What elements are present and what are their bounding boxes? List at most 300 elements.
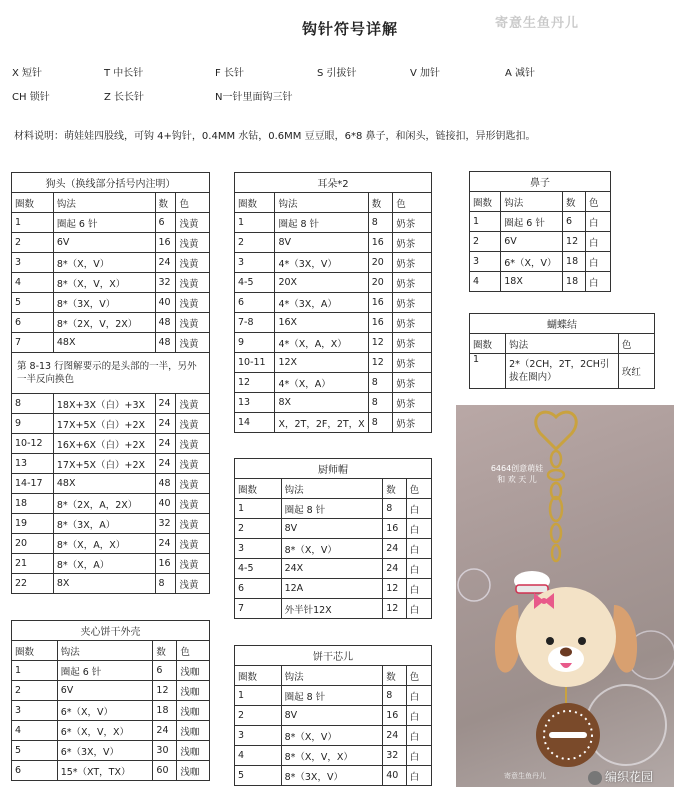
column-header: 钩法 <box>275 193 368 213</box>
table-cell: 4*（3X，A） <box>275 293 368 313</box>
table-cell: 浅咖 <box>177 681 210 701</box>
table-cell: 8*（2X，V，2X） <box>53 313 155 333</box>
materials-note: 材料说明：萌娃娃四股线，可钩 4+钩针，0.4MM 水钻，0.6MM 豆豆眼，6*8 鼻子，和闲头，链接扣，异形钥匙扣。 <box>14 131 536 142</box>
head-note: 第 8-13 行图解要示的是头部的一半，另外一半反向换色 <box>12 353 210 394</box>
table-cell: 4 <box>235 746 282 766</box>
table-cell: 24 <box>155 394 176 414</box>
table-cell: 8V <box>275 233 368 253</box>
column-header: 色 <box>618 334 654 354</box>
table-cell: 6 <box>12 761 58 781</box>
table-cell: 白 <box>406 746 431 766</box>
column-header: 圈数 <box>470 334 506 354</box>
table-cell: 浅黄 <box>176 394 210 414</box>
table-row <box>235 293 432 313</box>
table-cell: 12 <box>563 232 586 252</box>
table-cell: 7 <box>235 599 282 619</box>
table-cell: 10-11 <box>235 353 275 373</box>
table-cell: 3 <box>235 726 282 746</box>
table-row <box>470 272 611 292</box>
table-cell: 17X+5X（白）+2X <box>53 454 155 474</box>
table-row <box>12 414 210 434</box>
table-cell: 12 <box>383 579 406 599</box>
table-cell: 3 <box>235 253 275 273</box>
column-header: 钩法 <box>57 641 153 661</box>
table-cell: 4 <box>470 272 501 292</box>
table-cell: 8*（X，A） <box>53 554 155 574</box>
table-cell: 12A <box>281 579 383 599</box>
table-cell: 8V <box>281 519 383 539</box>
table-cell: 21 <box>12 554 54 574</box>
table-cell: 13 <box>12 454 54 474</box>
table-cell: 浅黄 <box>176 293 210 313</box>
table-cell: 白 <box>585 232 610 252</box>
table-cell: 18 <box>12 494 54 514</box>
table-cell: 浅黄 <box>176 514 210 534</box>
table-cell: 12 <box>368 333 393 353</box>
legend-item: F 长针 <box>215 68 244 79</box>
table-row <box>12 213 210 233</box>
table-cell: 40 <box>155 293 176 313</box>
table-cell: 60 <box>153 761 177 781</box>
chef-hat-pattern-table <box>234 458 432 619</box>
table-row <box>470 232 611 252</box>
table-cell: 16X <box>275 313 368 333</box>
table-cell: 1 <box>470 354 506 389</box>
table-cell: 10-12 <box>12 434 54 454</box>
table-cell: 4-5 <box>235 559 282 579</box>
table-cell: 白 <box>406 539 431 559</box>
table-cell: 圈起 6 针 <box>57 661 153 681</box>
table-cell: 32 <box>383 746 406 766</box>
brand-label: 编织花园 <box>588 768 653 785</box>
table-row <box>12 293 210 313</box>
head-pattern-table <box>11 172 210 594</box>
table-row <box>470 212 611 232</box>
table-cell: 48 <box>155 313 176 333</box>
table-cell: 3 <box>235 539 282 559</box>
table-row <box>12 273 210 293</box>
table-cell: 6 <box>563 212 586 232</box>
legend-item: X 短针 <box>12 68 43 79</box>
table-cell: 8 <box>368 393 393 413</box>
table-cell: 2 <box>235 233 275 253</box>
table-row <box>235 353 432 373</box>
table-row <box>12 474 210 494</box>
table-cell: X，2T，2F，2T，X <box>275 413 368 433</box>
table-cell: 17X+5X（白）+2X <box>53 414 155 434</box>
table-cell: 24 <box>383 539 406 559</box>
table-cell: 圈起 6 针 <box>53 213 155 233</box>
table-cell: 16 <box>368 293 393 313</box>
table-cell: 奶茶 <box>393 393 432 413</box>
table-cell: 1 <box>12 661 58 681</box>
table-cell: 24 <box>153 721 177 741</box>
table-cell: 白 <box>406 686 431 706</box>
column-header: 数 <box>563 192 586 212</box>
column-header: 钩法 <box>281 666 383 686</box>
table-row <box>235 313 432 333</box>
table-row <box>12 661 210 681</box>
table-cell: 2 <box>235 519 282 539</box>
table-title: 耳朵*2 <box>235 173 432 193</box>
table-cell: 20 <box>368 273 393 293</box>
legend-item: A 减针 <box>505 68 536 79</box>
table-cell: 4*（3X，V） <box>275 253 368 273</box>
table-cell: 外半针12X <box>281 599 383 619</box>
table-cell: 奶茶 <box>393 293 432 313</box>
table-cell: 浅咖 <box>177 761 210 781</box>
table-cell: 7-8 <box>235 313 275 333</box>
table-cell: 圈起 8 针 <box>281 499 383 519</box>
table-title: 饼干芯儿 <box>235 646 432 666</box>
table-cell: 6 <box>235 293 275 313</box>
table-cell: 40 <box>383 766 406 786</box>
table-cell: 12 <box>383 599 406 619</box>
table-cell: 7 <box>12 333 54 353</box>
column-header: 色 <box>393 193 432 213</box>
table-cell: 8 <box>383 686 406 706</box>
table-cell: 24 <box>155 454 176 474</box>
legend-item: V 加针 <box>410 68 441 79</box>
table-cell: 浅黄 <box>176 273 210 293</box>
table-cell: 白 <box>585 252 610 272</box>
table-cell: 4*（X，A） <box>275 373 368 393</box>
table-cell: 24X <box>281 559 383 579</box>
column-header: 数 <box>153 641 177 661</box>
table-row <box>235 413 432 433</box>
table-cell: 16 <box>155 554 176 574</box>
table-row <box>12 313 210 333</box>
legend-item: S 引拔针 <box>317 68 357 79</box>
table-row <box>12 253 210 273</box>
table-cell: 6V <box>53 233 155 253</box>
table-row <box>235 213 432 233</box>
table-cell: 32 <box>155 273 176 293</box>
table-cell: 6*（X，V，X） <box>57 721 153 741</box>
table-cell: 奶茶 <box>393 313 432 333</box>
table-cell: 奶茶 <box>393 213 432 233</box>
table-cell: 白 <box>406 499 431 519</box>
table-cell: 8*（X，V，X） <box>281 746 383 766</box>
dog-nose-icon <box>560 648 572 657</box>
heart-clasp-icon <box>536 412 577 449</box>
column-header: 圈数 <box>12 641 58 661</box>
table-cell: 6 <box>235 579 282 599</box>
table-cell: 浅咖 <box>177 741 210 761</box>
table-cell: 5 <box>12 293 54 313</box>
table-row <box>235 766 432 786</box>
table-cell: 48X <box>53 333 155 353</box>
table-row <box>12 233 210 253</box>
table-cell: 4-5 <box>235 273 275 293</box>
bow-pattern-table <box>469 313 655 389</box>
table-cell: 6V <box>501 232 563 252</box>
table-row <box>235 539 432 559</box>
table-row <box>12 701 210 721</box>
legend-item: Z 长长针 <box>104 92 145 103</box>
table-cell: 白 <box>406 559 431 579</box>
table-cell: 16X+6X（白）+2X <box>53 434 155 454</box>
table-cell: 24 <box>155 434 176 454</box>
table-cell: 32 <box>155 514 176 534</box>
table-cell: 24 <box>155 534 176 554</box>
table-cell: 6V <box>57 681 153 701</box>
table-cell: 1 <box>235 686 282 706</box>
legend-item: CH 锁针 <box>12 92 50 103</box>
column-header: 色 <box>177 641 210 661</box>
table-cell: 8*（3X，V） <box>53 293 155 313</box>
table-cell: 浅黄 <box>176 434 210 454</box>
column-header: 钩法 <box>501 192 563 212</box>
table-cell: 6*（3X，V） <box>57 741 153 761</box>
keychain-photo <box>456 405 674 787</box>
table-cell: 奶茶 <box>393 273 432 293</box>
column-header: 色 <box>176 193 210 213</box>
table-cell: 2 <box>12 681 58 701</box>
table-cell: 15*（XT，TX） <box>57 761 153 781</box>
column-header: 数 <box>155 193 176 213</box>
table-cell: 22 <box>12 574 54 594</box>
table-row <box>235 233 432 253</box>
table-cell: 6*（X，V） <box>501 252 563 272</box>
ears-pattern-table <box>234 172 432 433</box>
table-cell: 40 <box>155 494 176 514</box>
table-cell: 24 <box>383 726 406 746</box>
column-header: 数 <box>383 666 406 686</box>
column-header: 圈数 <box>235 193 275 213</box>
table-cell: 12 <box>153 681 177 701</box>
table-row <box>12 721 210 741</box>
table-cell: 浅黄 <box>176 534 210 554</box>
column-header: 数 <box>368 193 393 213</box>
table-cell: 16 <box>155 233 176 253</box>
column-header: 钩法 <box>53 193 155 213</box>
table-cell: 浅黄 <box>176 574 210 594</box>
table-row <box>12 741 210 761</box>
table-cell: 9 <box>235 333 275 353</box>
table-cell: 6 <box>153 661 177 681</box>
filling-pattern-table <box>234 645 432 786</box>
table-cell: 8 <box>155 574 176 594</box>
table-row <box>12 333 210 353</box>
legend-item: T 中长针 <box>104 68 144 79</box>
table-cell: 9 <box>12 414 54 434</box>
table-cell: 1 <box>12 213 54 233</box>
table-cell: 奶茶 <box>393 373 432 393</box>
table-row <box>12 681 210 701</box>
table-cell: 16 <box>383 519 406 539</box>
table-title: 蝴蝶结 <box>470 314 655 334</box>
table-row <box>235 686 432 706</box>
column-header: 圈数 <box>235 479 282 499</box>
table-cell: 16 <box>383 706 406 726</box>
table-cell: 2*（2CH，2T，2CH引拔在圈内） <box>506 354 619 389</box>
table-cell: 白 <box>406 579 431 599</box>
table-cell: 20 <box>368 253 393 273</box>
table-cell: 8*（X，V） <box>281 726 383 746</box>
table-cell: 16 <box>368 233 393 253</box>
table-cell: 浅黄 <box>176 474 210 494</box>
table-row <box>235 706 432 726</box>
table-row <box>235 393 432 413</box>
table-cell: 奶茶 <box>393 413 432 433</box>
table-cell: 1 <box>470 212 501 232</box>
page-title: 钩针符号详解 <box>301 20 398 38</box>
column-header: 圈数 <box>235 666 282 686</box>
table-cell: 浅咖 <box>177 701 210 721</box>
table-cell: 圈起 8 针 <box>281 686 383 706</box>
table-cell: 8 <box>368 373 393 393</box>
table-cell: 白 <box>585 212 610 232</box>
table-cell: 19 <box>12 514 54 534</box>
dog-eye-icon <box>546 637 554 645</box>
table-cell: 圈起 6 针 <box>501 212 563 232</box>
table-cell: 白 <box>406 706 431 726</box>
table-cell: 4*（X，A，X） <box>275 333 368 353</box>
table-cell: 8*（X，A，X） <box>53 534 155 554</box>
table-row <box>235 559 432 579</box>
table-row <box>235 333 432 353</box>
table-title: 厨师帽 <box>235 459 432 479</box>
table-cell: 20X <box>275 273 368 293</box>
table-cell: 48 <box>155 474 176 494</box>
table-row <box>12 434 210 454</box>
table-cell: 18X+3X（白）+3X <box>53 394 155 414</box>
table-cell: 白 <box>406 766 431 786</box>
table-cell: 24 <box>383 559 406 579</box>
table-cell: 圈起 8 针 <box>275 213 368 233</box>
table-row <box>235 253 432 273</box>
dog-eye-icon <box>578 637 586 645</box>
table-cell: 8*（3X，V） <box>281 766 383 786</box>
wechat-icon <box>588 771 602 785</box>
table-row <box>235 726 432 746</box>
table-cell: 3 <box>12 701 58 721</box>
table-cell: 3 <box>470 252 501 272</box>
table-cell: 6 <box>12 313 54 333</box>
table-cell: 5 <box>235 766 282 786</box>
table-row <box>235 273 432 293</box>
table-cell: 4 <box>12 273 54 293</box>
table-cell: 18X <box>501 272 563 292</box>
table-cell: 18 <box>563 272 586 292</box>
table-cell: 14 <box>235 413 275 433</box>
table-cell: 2 <box>12 233 54 253</box>
table-row <box>12 554 210 574</box>
column-header: 钩法 <box>506 334 619 354</box>
nose-pattern-table <box>469 171 611 292</box>
table-row <box>235 579 432 599</box>
table-cell: 1 <box>235 213 275 233</box>
table-cell: 2 <box>235 706 282 726</box>
table-cell: 浅黄 <box>176 494 210 514</box>
table-title: 狗头（换线部分括号内注明） <box>12 173 210 193</box>
table-cell: 浅黄 <box>176 313 210 333</box>
watermark: 寄意生鱼丹儿 <box>495 16 580 31</box>
table-cell: 48 <box>155 333 176 353</box>
table-row <box>12 514 210 534</box>
table-cell: 12 <box>368 353 393 373</box>
gold-chain <box>548 451 564 561</box>
table-cell: 8X <box>53 574 155 594</box>
table-cell: 13 <box>235 393 275 413</box>
column-header: 色 <box>406 666 431 686</box>
table-cell: 8 <box>12 394 54 414</box>
photo-signature: 寄意生鱼丹儿 <box>504 772 546 780</box>
table-cell: 8*（X，V，X） <box>53 273 155 293</box>
table-cell: 2 <box>470 232 501 252</box>
table-row <box>12 494 210 514</box>
sandwich-shell-pattern-table <box>11 620 210 781</box>
table-cell: 浅黄 <box>176 333 210 353</box>
photo-caption: 6464创意萌娃 和 欢 天 儿 <box>490 464 544 484</box>
table-cell: 16 <box>368 313 393 333</box>
table-cell: 6*（X，V） <box>57 701 153 721</box>
table-row <box>235 519 432 539</box>
column-header: 色 <box>406 479 431 499</box>
table-cell: 24 <box>155 253 176 273</box>
table-cell: 3 <box>12 253 54 273</box>
table-row <box>235 373 432 393</box>
table-cell: 浅黄 <box>176 554 210 574</box>
table-row <box>235 499 432 519</box>
table-cell: 白 <box>406 726 431 746</box>
table-cell: 4 <box>12 721 58 741</box>
table-row <box>12 394 210 414</box>
table-cell: 浅咖 <box>177 661 210 681</box>
table-cell: 8 <box>368 213 393 233</box>
table-cell: 浅黄 <box>176 253 210 273</box>
bubble-decoration <box>458 569 490 601</box>
table-cell: 8*（X，V） <box>281 539 383 559</box>
table-row <box>235 599 432 619</box>
column-header: 圈数 <box>470 192 501 212</box>
table-row <box>12 761 210 781</box>
table-cell: 8 <box>383 499 406 519</box>
column-header: 色 <box>585 192 610 212</box>
table-cell: 8*（2X，A，2X） <box>53 494 155 514</box>
table-cell: 1 <box>235 499 282 519</box>
column-header: 钩法 <box>281 479 383 499</box>
table-cell: 14-17 <box>12 474 54 494</box>
table-title: 鼻子 <box>470 172 611 192</box>
table-cell: 6 <box>155 213 176 233</box>
table-cell: 奶茶 <box>393 333 432 353</box>
table-row <box>12 574 210 594</box>
table-row <box>235 746 432 766</box>
table-cell: 20 <box>12 534 54 554</box>
table-cell: 浅黄 <box>176 414 210 434</box>
table-row <box>470 252 611 272</box>
table-cell: 浅咖 <box>177 721 210 741</box>
table-cell: 30 <box>153 741 177 761</box>
table-cell: 12X <box>275 353 368 373</box>
table-row <box>12 454 210 474</box>
table-cell: 白 <box>406 599 431 619</box>
table-cell: 8V <box>281 706 383 726</box>
column-header: 圈数 <box>12 193 54 213</box>
table-cell: 12 <box>235 373 275 393</box>
table-title: 夹心饼干外壳 <box>12 621 210 641</box>
legend-item: N一针里面钩三针 <box>215 92 293 103</box>
table-cell: 18 <box>563 252 586 272</box>
table-cell: 8*（X，V） <box>53 253 155 273</box>
table-cell: 白 <box>585 272 610 292</box>
table-cell: 玫红 <box>618 354 654 389</box>
table-cell: 奶茶 <box>393 233 432 253</box>
table-cell: 浅黄 <box>176 213 210 233</box>
table-cell: 48X <box>53 474 155 494</box>
